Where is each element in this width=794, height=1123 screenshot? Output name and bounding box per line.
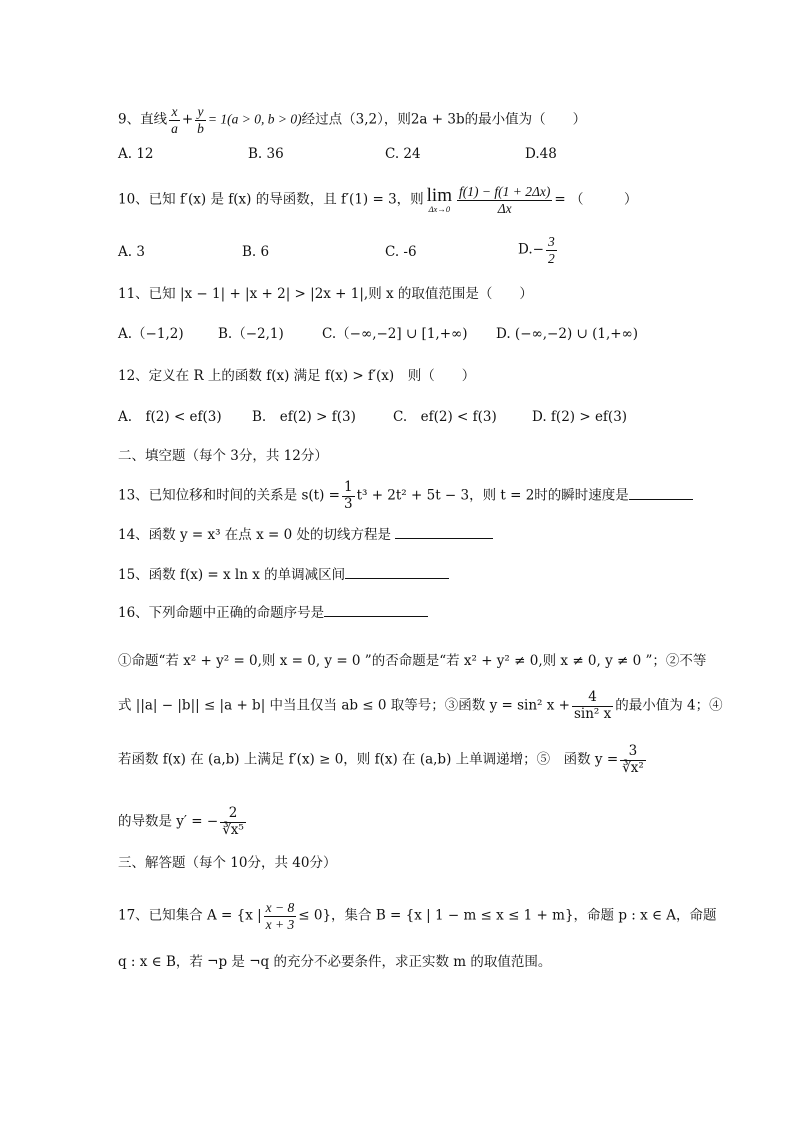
question-15 [118,564,449,585]
q11-option-b: B.（−2,1) [218,326,284,342]
q9-option-a: A. 12 [118,146,154,162]
q9-condition: = 1(a > 0, b > 0) [207,111,302,127]
q17-fraction: $\frac{x - 8}{x + 3}$ [265,900,295,932]
q10-limit: lim Δx→0 [426,185,452,215]
q9-fraction-y-over-b: $\frac{y}{b}$ [197,104,204,136]
q10-option-d: D.− $\frac{3}{2}$ [518,234,555,266]
q16-proposition-1: ①命题“若 x² + y² = 0,则 x = 0, y = 0 ”的否命题是“若 x² + y² ≠ 0,则 x ≠ 0, y ≠ 0 ”；②不等 [118,653,707,669]
q10-option-a: A. 3 [118,244,145,260]
question-17 [118,900,717,932]
question-13 [118,480,693,512]
q12-option-d: D. f(2) > ef(3) [532,409,628,425]
p3-fraction: $\frac{3}{\text{∛x²}}$ [622,743,644,776]
q16-answer-blank[interactable] [324,602,428,617]
q9-option-b: B. 36 [248,146,284,162]
q12-option-b: B. ef(2) > f(3) [252,409,356,425]
question-10 [118,184,637,216]
q10-fraction: $\frac{f(1) - f(1 + 2\Delta x)}{\Delta x}$ [459,184,551,216]
question-9: 9、直线 $\frac{x}{a}$ + $\frac{y}{b}$ = 1(a > 0, b > 0)经过点（3,2），则2a + 3b的最小值为（ ） [118,104,587,136]
q11-option-d: D. (−∞,−2) ∪ (1,+∞) [496,326,639,342]
question-11: 11、已知 |x − 1| + |x + 2| > |2x + 1|,则 x 的取值范围是（ ） [118,286,533,302]
q17-text: 17、已知集合 A = {x | [118,907,262,924]
q12-option-c: C. ef(2) < f(3) [393,409,497,425]
q9-option-c: C. 24 [385,146,421,162]
q9-option-d: D.48 [525,146,557,162]
q13-answer-blank[interactable] [629,485,693,500]
q13-fraction: $\frac{1}{3}$ [343,479,353,512]
p2-fraction: $\frac{4}{\text{sin² x}}$ [573,689,612,722]
question-14 [118,524,493,545]
q10-option-b: B. 6 [242,244,270,260]
q13-rest: t³ + 2t² + 5t − 3，则 t = 2时的瞬时速度是 [356,487,629,504]
p2-suffix: 的最小值为 4；④ [615,697,723,714]
p3-text: 若函数 f(x) 在 (a,b) 上满足 f′(x) ≥ 0，则 f(x) 在 (a,b) 上单调递增；⑤ 函数 y = [118,751,619,768]
question-12: 12、定义在 R 上的函数 f(x) 满足 f(x) > f′(x) 则（ ） [118,368,476,384]
q16-proposition-2-3 [118,690,723,722]
q13-text: 13、已知位移和时间的关系是 s(t) = [118,487,340,504]
q9-text: 9、直线 [118,111,168,128]
q16-proposition-5-derivative [118,806,248,838]
q17-rest: ≤ 0}，集合 B = {x | 1 − m ≤ x ≤ 1 + m}，命题 p : x ∈ A，命题 [298,907,717,924]
q9-suffix: 经过点（3,2），则2a + 3b的最小值为（ ） [301,111,587,128]
q14-answer-blank[interactable] [395,524,493,539]
q12-option-a: A. f(2) < ef(3) [118,409,222,425]
q15-answer-blank[interactable] [345,564,449,579]
p2-text: 式 ||a| − |b|| ≤ |a + b| 中当且仅当 ab ≤ 0 取等号；③函数 y = sin² x + [118,697,570,714]
section-2-heading: 二、填空题（每个 3分，共 12分） [118,448,328,464]
section-3-heading: 三、解答题（每个 10分，共 40分） [118,855,337,871]
question-16 [118,602,428,623]
q10-suffix: = （ ） [554,191,638,208]
question-17-continued: q : x ∈ B，若 ¬p 是 ¬q 的充分不必要条件，求正实数 m 的取值范围。 [118,954,552,970]
p4-fraction: $\frac{2}{\text{∛x⁵}}$ [222,805,244,838]
q9-fraction-x-over-a: $\frac{x}{a}$ [171,104,178,136]
q10-option-c: C. -6 [385,244,417,260]
q14-text: 14、函数 y = x³ 在点 x = 0 处的切线方程是 [118,527,391,543]
p4-text: 的导数是 y′ = − [118,813,219,830]
q10-text: 10、已知 f′(x) 是 f(x) 的导函数，且 f′(1) = 3，则 [118,191,424,208]
q11-option-c: C.（−∞,−2] ∪ [1,+∞) [322,326,468,342]
q11-option-a: A.（−1,2) [118,326,184,342]
q16-text: 16、下列命题中正确的命题序号是 [118,605,325,621]
q15-text: 15、函数 f(x) = x ln x 的单调减区间 [118,567,346,583]
q16-proposition-4-5 [118,744,648,776]
